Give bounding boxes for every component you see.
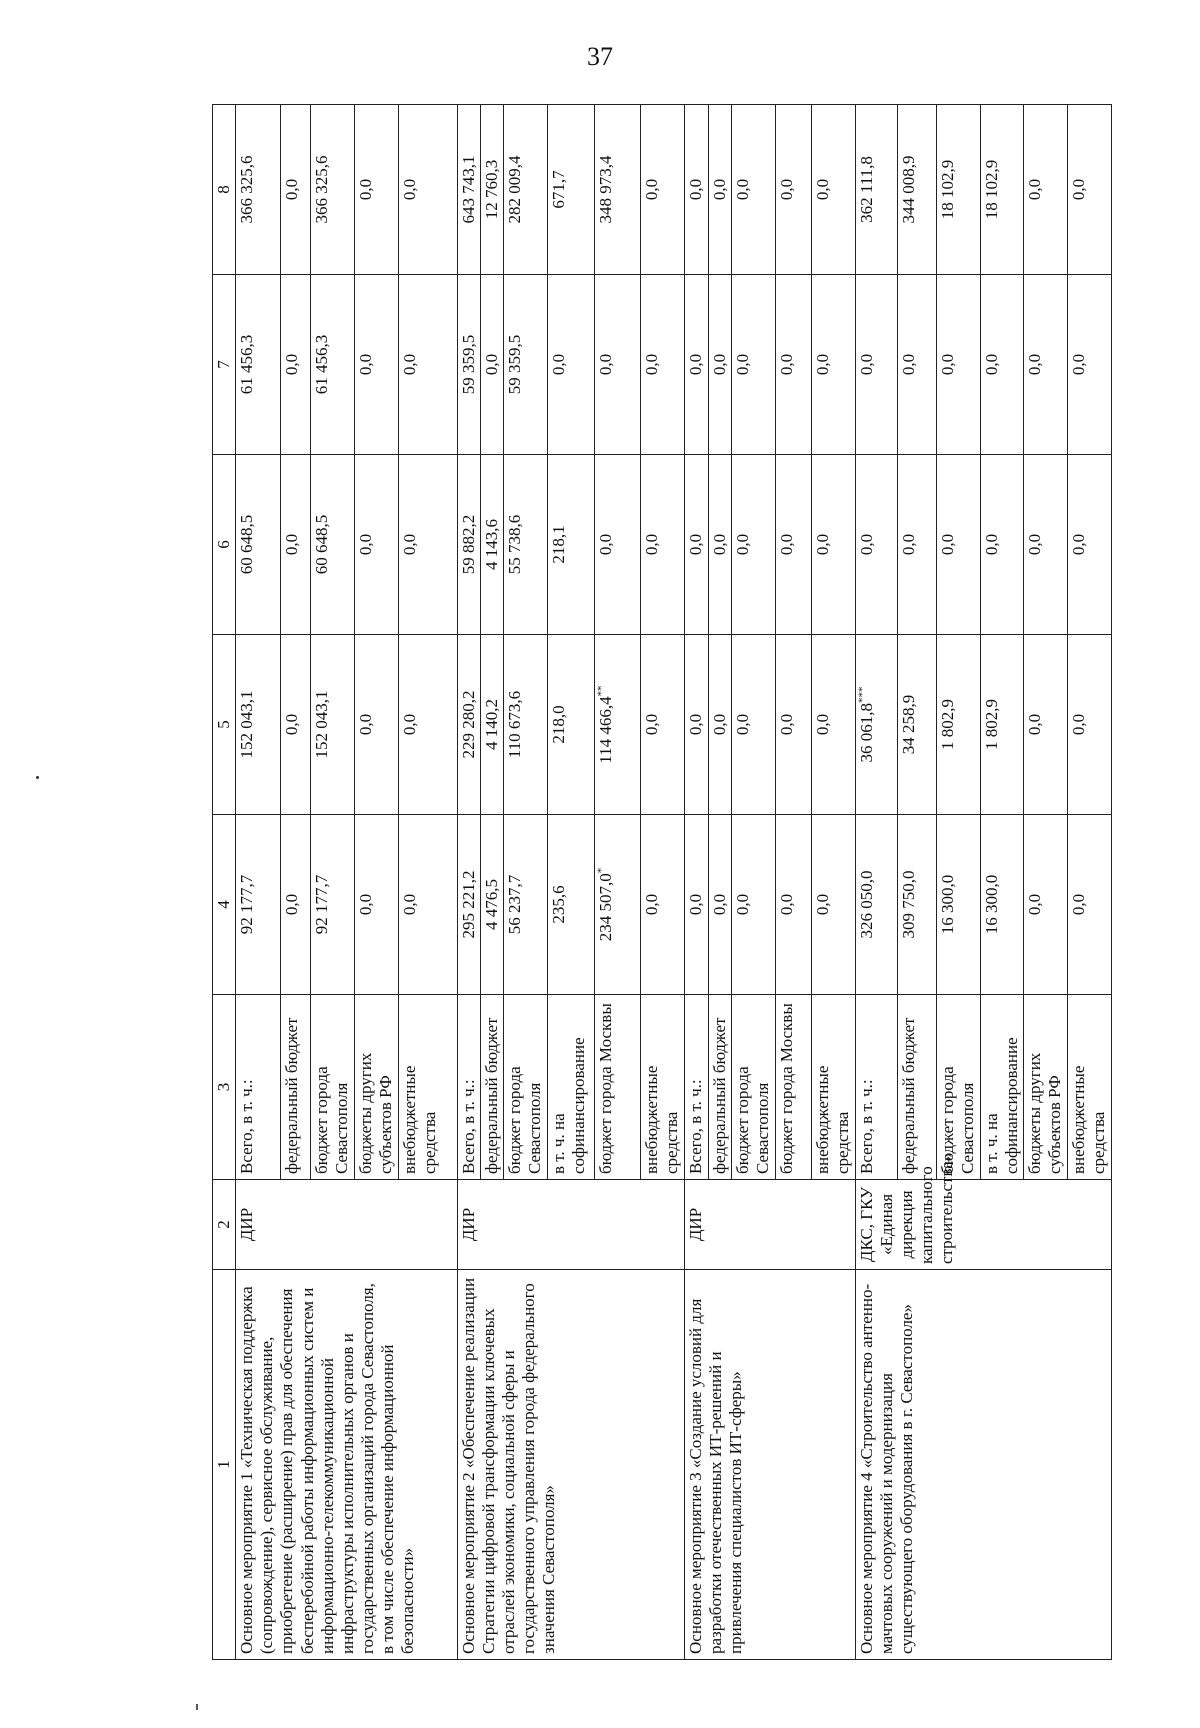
amount-value: 0,0: [1025, 533, 1045, 556]
amount-value: 0,0: [686, 713, 706, 736]
amount-value: 235,6: [549, 885, 569, 924]
amount-value: 0,0: [686, 533, 706, 556]
amount-cell: [898, 635, 937, 815]
amount-cell: [504, 275, 548, 455]
amount-value: 0,0: [1069, 533, 1089, 556]
funding-source: федеральный бюджет: [281, 995, 311, 1180]
amount-cell: [355, 635, 399, 815]
amount-value: 92 177,7: [237, 874, 257, 935]
amount-cell: [731, 455, 775, 635]
amount-value: 0,0: [1025, 353, 1045, 376]
amount-value: 4 476,5: [482, 879, 502, 930]
amount-cell: [812, 105, 856, 275]
amount-cell: [311, 275, 355, 455]
amount-value: 60 648,5: [237, 514, 257, 575]
amount-value: 234 507,0: [595, 873, 615, 942]
amount-cell: [548, 275, 595, 455]
amount-cell: [398, 815, 457, 995]
amount-cell: [685, 105, 708, 275]
table-row: [236, 105, 281, 1660]
funding-source: в т. ч. на софинансирование: [980, 995, 1024, 1180]
amount-value: 0,0: [282, 713, 301, 736]
amount-cell: [936, 455, 980, 635]
amount-value: 0,0: [399, 713, 419, 736]
amount-cell: [775, 105, 812, 275]
amount-cell: [980, 105, 1024, 275]
amount-value: 0,0: [732, 533, 752, 556]
amount-value: 0,0: [1069, 893, 1089, 916]
amount-value: 218,1: [549, 525, 569, 564]
amount-value: 18 102,9: [981, 159, 1001, 220]
amount-value: 0,0: [1069, 713, 1089, 736]
amount-cell: [1068, 635, 1112, 815]
header-cell: 1: [213, 1270, 236, 1660]
amount-cell: [236, 455, 281, 635]
amount-cell: [980, 455, 1024, 635]
amount-value: 671,7: [549, 170, 569, 209]
amount-value: 0,0: [642, 713, 662, 736]
amount-cell: [980, 635, 1024, 815]
table-row: [457, 105, 480, 1660]
amount-value: 0,0: [899, 353, 919, 376]
amount-cell: [504, 635, 548, 815]
amount-cell: [481, 455, 504, 635]
budget-table: [212, 104, 1112, 1660]
amount-cell: [980, 815, 1024, 995]
funding-source: бюджеты других субъектов РФ: [355, 995, 399, 1180]
funding-source: внебюджетные средства: [398, 995, 457, 1180]
amount-cell: [281, 635, 311, 815]
amount-value: 0,0: [981, 533, 1001, 556]
amount-cell: [708, 635, 731, 815]
header-cell: 2: [213, 1180, 236, 1270]
amount-cell: [731, 105, 775, 275]
funding-source: федеральный бюджет: [898, 995, 937, 1180]
amount-cell: [812, 635, 856, 815]
amount-cell: [594, 455, 641, 635]
funding-source: Всего, в т. ч.:: [457, 995, 480, 1180]
funding-source: бюджет города Севастополя: [936, 995, 980, 1180]
footnote-mark: **: [595, 685, 608, 697]
amount-value: 59 882,2: [458, 514, 478, 575]
responsible-executor: ДИР: [685, 1180, 856, 1270]
amount-value: 0,0: [399, 893, 419, 916]
amount-cell: [812, 455, 856, 635]
amount-cell: [236, 635, 281, 815]
amount-cell: [481, 275, 504, 455]
amount-value: 4 140,2: [482, 699, 502, 750]
amount-value: 0,0: [356, 893, 376, 916]
amount-value: 348 973,4: [595, 155, 615, 224]
amount-value: 0,0: [709, 353, 729, 376]
funding-source: Всего, в т. ч.:: [855, 995, 898, 1180]
activity-name: Основное мероприятие 3 «Создание условий для разработки отечественных ИТ-решений и привлечения специалистов ИТ-сферы»: [685, 1270, 856, 1660]
amount-cell: [504, 815, 548, 995]
amount-cell: [355, 455, 399, 635]
amount-value: 0,0: [1025, 178, 1045, 201]
amount-value: 61 456,3: [312, 334, 332, 395]
amount-cell: [980, 275, 1024, 455]
table-row: [855, 105, 898, 1660]
table-row: [685, 105, 708, 1660]
amount-value: 152 043,1: [312, 690, 332, 759]
funding-source: бюджет города Севастополя: [504, 995, 548, 1180]
amount-value: 0,0: [813, 353, 833, 376]
amount-cell: [281, 455, 311, 635]
amount-cell: [481, 635, 504, 815]
amount-value: 0,0: [356, 178, 376, 201]
amount-value: 0,0: [642, 353, 662, 376]
amount-cell: [775, 275, 812, 455]
amount-cell: [898, 275, 937, 455]
amount-cell: [236, 275, 281, 455]
amount-value: 362 111,8: [856, 156, 876, 223]
header-cell: 7: [213, 275, 236, 455]
amount-cell: [1024, 275, 1068, 455]
amount-cell: [457, 105, 480, 275]
activity-name: Основное мероприятие 2 «Обеспечение реализации Стратегии цифровой трансформации ключевых отраслей экономики, социальной сферы и государственного управления города федерального значения Севастополя»: [457, 1270, 684, 1660]
amount-cell: [855, 635, 898, 815]
funding-source: внебюджетные средства: [641, 995, 685, 1180]
amount-value: 0,0: [282, 353, 301, 376]
footnote-mark: ***: [856, 686, 869, 703]
amount-cell: [936, 105, 980, 275]
amount-cell: [898, 105, 937, 275]
amount-value: 0,0: [686, 893, 706, 916]
amount-value: 0,0: [686, 178, 706, 201]
amount-value: 0,0: [356, 353, 376, 376]
header-cell: 5: [213, 635, 236, 815]
amount-cell: [504, 455, 548, 635]
amount-value: 309 750,0: [899, 870, 919, 939]
amount-value: 295 221,2: [458, 870, 478, 939]
amount-cell: [731, 635, 775, 815]
amount-value: 0,0: [776, 713, 796, 736]
amount-cell: [641, 105, 685, 275]
amount-cell: [504, 105, 548, 275]
amount-cell: [1068, 105, 1112, 275]
amount-value: 0,0: [732, 713, 752, 736]
amount-value: 0,0: [399, 353, 419, 376]
amount-value: 0,0: [399, 533, 419, 556]
amount-cell: [775, 815, 812, 995]
funding-source: бюджет города Москвы: [775, 995, 812, 1180]
amount-cell: [1024, 815, 1068, 995]
header-cell: 8: [213, 105, 236, 275]
amount-cell: [355, 815, 399, 995]
amount-value: 110 673,6: [505, 690, 525, 759]
amount-value: 0,0: [709, 893, 729, 916]
amount-value: 0,0: [1069, 353, 1089, 376]
amount-value: 34 258,9: [899, 694, 919, 755]
amount-cell: [398, 635, 457, 815]
amount-value: 1 802,9: [981, 699, 1001, 750]
amount-value: 0,0: [776, 533, 796, 556]
amount-value: 61 456,3: [237, 334, 257, 395]
funding-source: бюджеты других субъектов РФ: [1024, 995, 1068, 1180]
amount-value: 59 359,5: [505, 334, 525, 395]
amount-cell: [708, 275, 731, 455]
scan-speck: [36, 776, 39, 779]
amount-value: 229 280,2: [458, 690, 478, 759]
amount-cell: [775, 635, 812, 815]
funding-source: внебюджетные средства: [812, 995, 856, 1180]
amount-value: 0,0: [282, 178, 301, 201]
amount-value: 0,0: [776, 893, 796, 916]
amount-cell: [685, 815, 708, 995]
amount-value: 60 648,5: [312, 514, 332, 575]
amount-cell: [457, 455, 480, 635]
amount-value: 92 177,7: [312, 874, 332, 935]
amount-value: 0,0: [709, 533, 729, 556]
amount-value: 366 325,6: [312, 155, 332, 224]
amount-cell: [398, 455, 457, 635]
amount-value: 59 359,5: [458, 334, 478, 395]
funding-source: федеральный бюджет: [708, 995, 731, 1180]
amount-cell: [457, 815, 480, 995]
amount-value: 12 760,3: [482, 159, 502, 220]
amount-cell: [1068, 815, 1112, 995]
amount-value: 16 300,0: [937, 874, 957, 935]
amount-cell: [281, 815, 311, 995]
rotated-table-wrapper: [212, 105, 1112, 1660]
amount-cell: [398, 275, 457, 455]
amount-cell: [1024, 635, 1068, 815]
amount-value: 0,0: [356, 533, 376, 556]
amount-value: 0,0: [981, 353, 1001, 376]
amount-value: 344 008,9: [899, 155, 919, 224]
amount-value: 0,0: [549, 353, 569, 376]
amount-value: 366 325,6: [237, 155, 257, 224]
amount-cell: [936, 275, 980, 455]
amount-value: 282 009,4: [505, 155, 525, 224]
amount-value: 0,0: [813, 533, 833, 556]
amount-cell: [936, 635, 980, 815]
amount-value: 1 802,9: [937, 699, 957, 750]
amount-cell: [708, 105, 731, 275]
amount-cell: [281, 275, 311, 455]
amount-cell: [775, 455, 812, 635]
amount-value: 0,0: [1025, 713, 1045, 736]
funding-source: Всего, в т. ч.:: [236, 995, 281, 1180]
amount-value: 0,0: [937, 533, 957, 556]
amount-value: 0,0: [642, 533, 662, 556]
amount-cell: [685, 275, 708, 455]
amount-cell: [685, 635, 708, 815]
amount-value: 0,0: [813, 893, 833, 916]
amount-cell: [855, 105, 898, 275]
amount-cell: [355, 105, 399, 275]
amount-cell: [855, 455, 898, 635]
responsible-executor: ДИР: [236, 1180, 457, 1270]
funding-source: внебюджетные средства: [1068, 995, 1112, 1180]
amount-cell: [548, 815, 595, 995]
amount-cell: [594, 635, 641, 815]
amount-value: 0,0: [899, 533, 919, 556]
amount-value: 36 061,8: [856, 703, 876, 763]
amount-cell: [641, 635, 685, 815]
amount-value: 0,0: [642, 178, 662, 201]
amount-value: 0,0: [282, 533, 301, 556]
amount-cell: [731, 815, 775, 995]
amount-cell: [641, 275, 685, 455]
amount-value: 0,0: [356, 713, 376, 736]
responsible-executor: ДКС, ГКУ «Единая дирекция капитального строительства»: [855, 1180, 1111, 1270]
amount-value: 0,0: [937, 353, 957, 376]
amount-value: 4 143,6: [482, 519, 502, 570]
amount-value: 0,0: [399, 178, 419, 201]
amount-cell: [708, 455, 731, 635]
amount-value: 0,0: [732, 178, 752, 201]
amount-value: 0,0: [595, 533, 615, 556]
funding-source: бюджет города Москвы: [594, 995, 641, 1180]
amount-value: 0,0: [686, 353, 706, 376]
amount-cell: [548, 455, 595, 635]
amount-cell: [641, 455, 685, 635]
amount-cell: [311, 105, 355, 275]
amount-cell: [236, 815, 281, 995]
amount-cell: [641, 815, 685, 995]
amount-cell: [812, 815, 856, 995]
amount-value: 0,0: [282, 893, 301, 916]
amount-value: 18 102,9: [937, 159, 957, 220]
amount-cell: [281, 105, 311, 275]
amount-value: 56 237,7: [505, 874, 525, 935]
amount-cell: [1068, 275, 1112, 455]
amount-value: 0,0: [776, 353, 796, 376]
amount-value: 55 738,6: [505, 514, 525, 575]
amount-value: 0,0: [642, 893, 662, 916]
funding-source: бюджет города Севастополя: [311, 995, 355, 1180]
amount-cell: [311, 815, 355, 995]
amount-cell: [481, 815, 504, 995]
amount-cell: [481, 105, 504, 275]
amount-value: 0,0: [732, 353, 752, 376]
activity-name: Основное мероприятие 4 «Строительство антенно-мачтовых сооружений и модернизация существующего оборудования в г. Севастополе»: [855, 1270, 1111, 1660]
header-cell: 4: [213, 815, 236, 995]
scan-speck-bottom: [196, 1704, 198, 1710]
amount-value: 0,0: [709, 713, 729, 736]
amount-cell: [1024, 105, 1068, 275]
responsible-executor: ДИР: [457, 1180, 684, 1270]
footnote-mark: *: [595, 867, 608, 874]
amount-cell: [548, 635, 595, 815]
funding-source: бюджет города Севастополя: [731, 995, 775, 1180]
amount-value: 0,0: [1025, 893, 1045, 916]
amount-cell: [311, 635, 355, 815]
amount-cell: [548, 105, 595, 275]
amount-cell: [1068, 455, 1112, 635]
amount-value: 0,0: [732, 893, 752, 916]
amount-cell: [855, 275, 898, 455]
funding-source: федеральный бюджет: [481, 995, 504, 1180]
amount-value: 218,0: [549, 705, 569, 744]
page-number: 37: [587, 42, 613, 71]
funding-source: Всего, в т. ч.:: [685, 995, 708, 1180]
amount-value: 16 300,0: [981, 874, 1001, 935]
amount-cell: [685, 455, 708, 635]
amount-value: 0,0: [1069, 178, 1089, 201]
header-cell: 6: [213, 455, 236, 635]
amount-cell: [1024, 455, 1068, 635]
amount-cell: [594, 105, 641, 275]
header-row: [213, 105, 236, 1660]
amount-cell: [898, 815, 937, 995]
amount-cell: [398, 105, 457, 275]
amount-cell: [855, 815, 898, 995]
amount-cell: [898, 455, 937, 635]
amount-value: 0,0: [813, 713, 833, 736]
amount-value: 0,0: [482, 353, 502, 376]
amount-cell: [594, 275, 641, 455]
activity-name: Основное мероприятие 1 «Техническая поддержка (сопровождение), сервисное обслуживание, приобретение (расширение) прав для обеспечения бесперебойной работы информационных систем и информационно-телекоммуникационной инфраструктуры исполнительных органов и государственных организаций города Севастополя, в том числе обеспечение информационной безопасности»: [236, 1270, 457, 1660]
amount-value: 0,0: [813, 178, 833, 201]
amount-cell: [594, 815, 641, 995]
amount-value: 643 743,1: [458, 155, 478, 224]
funding-source: в т. ч. на софинансирование: [548, 995, 595, 1180]
amount-value: 0,0: [856, 353, 876, 376]
amount-value: 152 043,1: [237, 690, 257, 759]
amount-cell: [708, 815, 731, 995]
amount-cell: [355, 275, 399, 455]
amount-cell: [457, 275, 480, 455]
amount-cell: [236, 105, 281, 275]
amount-cell: [731, 275, 775, 455]
amount-cell: [311, 455, 355, 635]
amount-cell: [936, 815, 980, 995]
header-cell: 3: [213, 995, 236, 1180]
amount-value: 326 050,0: [856, 870, 876, 939]
amount-value: 0,0: [856, 533, 876, 556]
amount-value: 0,0: [595, 353, 615, 376]
amount-value: 0,0: [776, 178, 796, 201]
amount-value: 114 466,4: [595, 696, 615, 764]
amount-value: 0,0: [709, 178, 729, 201]
amount-cell: [457, 635, 480, 815]
amount-cell: [812, 275, 856, 455]
